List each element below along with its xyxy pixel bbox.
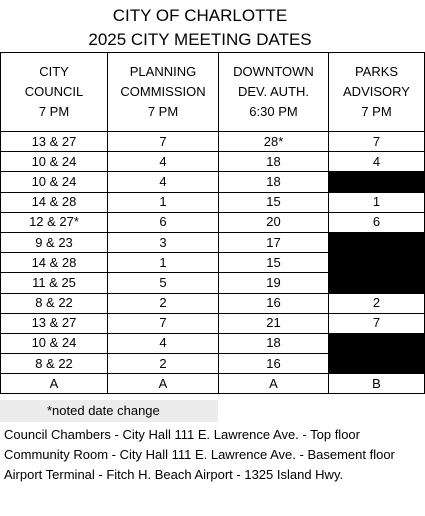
table-row bbox=[1, 293, 425, 313]
parks-advisory-date-cell: 7 bbox=[329, 313, 425, 333]
city-council-date-cell: 10 & 24 bbox=[1, 172, 108, 192]
downtown-dev-auth-date-cell: 28* bbox=[219, 132, 329, 152]
table-header-row bbox=[1, 53, 425, 132]
downtown-dev-auth-date-cell: 18 bbox=[219, 172, 329, 192]
downtown-dev-auth-date-cell: 20 bbox=[219, 212, 329, 232]
location-a-text: Council Chambers - City Hall 111 E. Lawrence Ave. - Top floor bbox=[4, 427, 360, 442]
location-c-text: Airport Terminal - Fitch H. Beach Airport - 1325 Island Hwy. bbox=[4, 467, 344, 482]
table-row bbox=[1, 354, 425, 374]
page-title: CITY OF CHARLOTTE bbox=[112, 6, 288, 25]
parks-advisory-date-cell: 7 bbox=[329, 132, 425, 152]
parks-advisory-date-cell: 6 bbox=[329, 212, 425, 232]
table-row bbox=[1, 132, 425, 152]
planning-commission-date-cell: 5 bbox=[108, 273, 219, 293]
date-change-note: *noted date change bbox=[0, 400, 218, 422]
downtown-dev-auth-date-cell: 18 bbox=[219, 333, 329, 353]
header-parks-advisory: PARKS ADVISORY 7 PM bbox=[329, 53, 425, 132]
header-city-council: CITY COUNCIL 7 PM bbox=[1, 53, 108, 132]
location-code-cell: A bbox=[108, 374, 219, 394]
location-b-text: Community Room - City Hall 111 E. Lawrence Ave. - Basement floor bbox=[4, 447, 395, 462]
city-council-date-cell: 14 & 28 bbox=[1, 253, 108, 273]
city-council-date-cell: 12 & 27* bbox=[1, 212, 108, 232]
location-code-row bbox=[1, 374, 425, 394]
table-row bbox=[1, 313, 425, 333]
downtown-dev-auth-date-cell: 16 bbox=[219, 354, 329, 374]
city-council-date-cell: 13 & 27 bbox=[1, 313, 108, 333]
header-planning-commission: PLANNING COMMISSION 7 PM bbox=[108, 53, 219, 132]
parks-advisory-date-cell: 4 bbox=[329, 152, 425, 172]
parks-advisory-blacked-out-cell bbox=[329, 172, 425, 192]
downtown-dev-auth-date-cell: 18 bbox=[219, 152, 329, 172]
downtown-dev-auth-date-cell: 17 bbox=[219, 232, 329, 252]
parks-advisory-blacked-out-cell bbox=[329, 354, 425, 374]
planning-commission-date-cell: 2 bbox=[108, 354, 219, 374]
downtown-dev-auth-date-cell: 21 bbox=[219, 313, 329, 333]
table-row bbox=[1, 273, 425, 293]
table-row bbox=[1, 152, 425, 172]
city-council-date-cell: 10 & 24 bbox=[1, 333, 108, 353]
city-council-date-cell: 9 & 23 bbox=[1, 232, 108, 252]
parks-advisory-blacked-out-cell bbox=[329, 232, 425, 252]
planning-commission-date-cell: 6 bbox=[108, 212, 219, 232]
planning-commission-date-cell: 4 bbox=[108, 333, 219, 353]
location-code-cell: B bbox=[329, 374, 425, 394]
table-row bbox=[1, 192, 425, 212]
planning-commission-date-cell: 1 bbox=[108, 253, 219, 273]
page-subtitle: 2025 CITY MEETING DATES bbox=[88, 30, 312, 49]
city-council-date-cell: 10 & 24 bbox=[1, 152, 108, 172]
table-row bbox=[1, 333, 425, 353]
city-council-date-cell: 14 & 28 bbox=[1, 192, 108, 212]
table-row bbox=[1, 253, 425, 273]
parks-advisory-blacked-out-cell bbox=[329, 333, 425, 353]
table-row bbox=[1, 172, 425, 192]
city-council-date-cell: 8 & 22 bbox=[1, 354, 108, 374]
city-council-date-cell: 8 & 22 bbox=[1, 293, 108, 313]
planning-commission-date-cell: 2 bbox=[108, 293, 219, 313]
parks-advisory-blacked-out-cell bbox=[329, 273, 425, 293]
planning-commission-date-cell: 1 bbox=[108, 192, 219, 212]
header-downtown-dev-auth: DOWNTOWN DEV. AUTH. 6:30 PM bbox=[219, 53, 329, 132]
location-code-cell: A bbox=[219, 374, 329, 394]
downtown-dev-auth-date-cell: 15 bbox=[219, 192, 329, 212]
city-council-date-cell: 11 & 25 bbox=[1, 273, 108, 293]
downtown-dev-auth-date-cell: 15 bbox=[219, 253, 329, 273]
downtown-dev-auth-date-cell: 19 bbox=[219, 273, 329, 293]
location-code-cell: A bbox=[1, 374, 108, 394]
planning-commission-date-cell: 3 bbox=[108, 232, 219, 252]
parks-advisory-date-cell: 1 bbox=[329, 192, 425, 212]
planning-commission-date-cell: 4 bbox=[108, 152, 219, 172]
table-body bbox=[1, 132, 425, 374]
planning-commission-date-cell: 7 bbox=[108, 132, 219, 152]
city-council-date-cell: 13 & 27 bbox=[1, 132, 108, 152]
downtown-dev-auth-date-cell: 16 bbox=[219, 293, 329, 313]
table-row bbox=[1, 212, 425, 232]
parks-advisory-blacked-out-cell bbox=[329, 253, 425, 273]
planning-commission-date-cell: 4 bbox=[108, 172, 219, 192]
meeting-dates-table bbox=[0, 52, 425, 394]
planning-commission-date-cell: 7 bbox=[108, 313, 219, 333]
parks-advisory-date-cell: 2 bbox=[329, 293, 425, 313]
table-row bbox=[1, 232, 425, 252]
